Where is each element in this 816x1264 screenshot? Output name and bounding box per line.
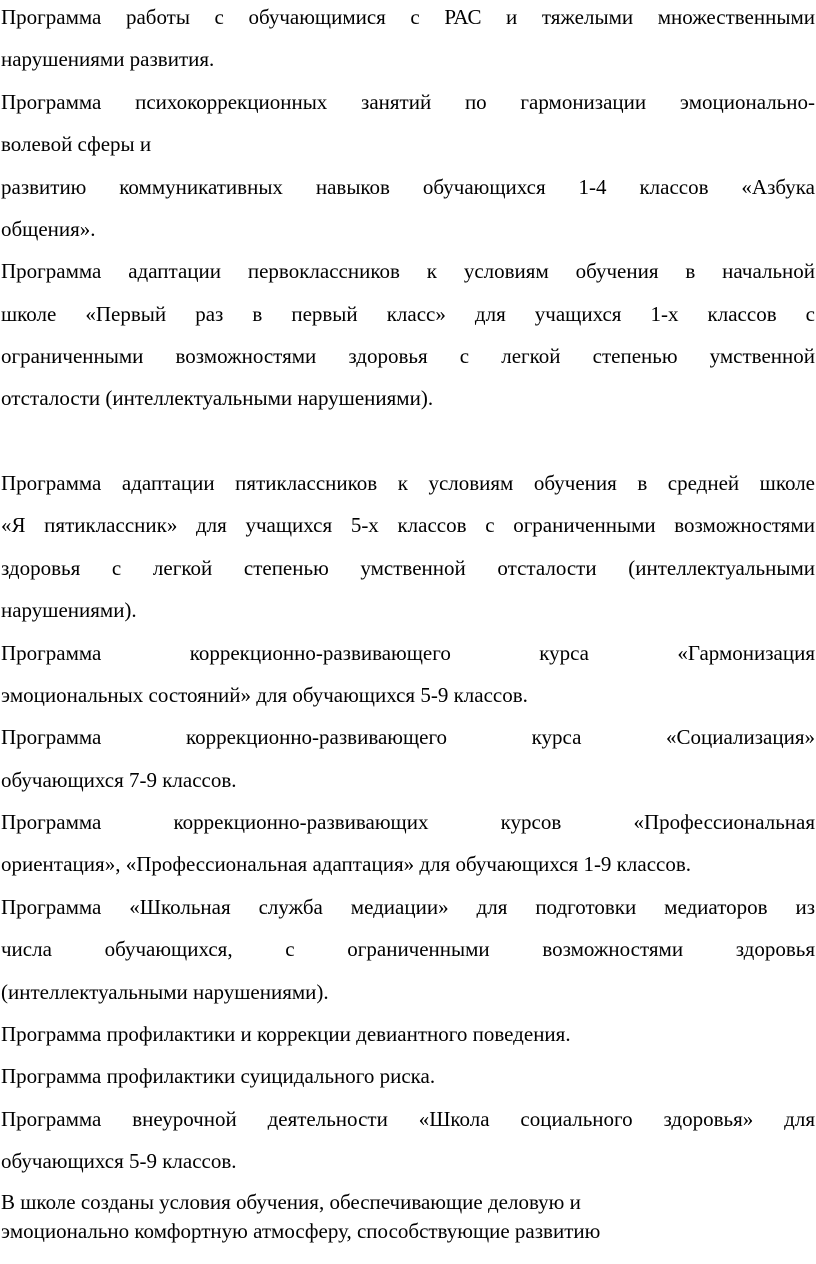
text-line: Программа «Школьная служба медиации» для подготовки медиаторов из	[1, 895, 815, 919]
text-line: Программа коррекционно-развивающего курса «Гармонизация	[1, 641, 815, 665]
text-line: нарушениями развития.	[1, 47, 215, 71]
text-line: Программа профилактики суицидального риска.	[1, 1064, 436, 1088]
text-line: эмоциональных состояний» для обучающихся 5-9 классов.	[1, 683, 528, 707]
text-line: Программа адаптации пятиклассников к условиям обучения в средней школе	[1, 471, 815, 495]
text-line: Программа психокоррекционных занятий по гармонизации эмоционально-	[1, 90, 815, 114]
text-line: здоровья с легкой степенью умственной отсталости (интеллектуальными	[1, 556, 815, 580]
text-line: волевой сферы и	[1, 132, 152, 156]
text-line: (интеллектуальными нарушениями).	[1, 980, 329, 1004]
text-line: Программа работы с обучающимися с РАС и тяжелыми множественными	[1, 5, 815, 29]
text-line: числа обучающихся, с ограниченными возможностями здоровья	[1, 937, 815, 961]
text-line: ориентация», «Профессиональная адаптация» для обучающихся 1-9 классов.	[1, 852, 691, 876]
text-line: Программа коррекционно-развивающего курса «Социализация»	[1, 725, 815, 749]
text-line: нарушениями).	[1, 598, 137, 622]
text-line: школе «Первый раз в первый класс» для учащихся 1-х классов с	[1, 302, 815, 326]
text-line: обучающихся 7-9 классов.	[1, 768, 237, 792]
text-line: Программа адаптации первоклассников к условиям обучения в начальной	[1, 259, 815, 283]
text-line: обучающихся 5-9 классов.	[1, 1149, 237, 1173]
text-line: общения».	[1, 217, 96, 241]
text-line: ограниченными возможностями здоровья с легкой степенью умственной	[1, 344, 815, 368]
text-line: «Я пятиклассник» для учащихся 5-х классов с ограниченными возможностями	[1, 513, 815, 537]
text-line: отсталости (интеллектуальными нарушениями).	[1, 386, 434, 410]
text-line: эмоционально комфортную атмосферу, способствующие развитию	[1, 1219, 601, 1243]
text-line: Программа профилактики и коррекции девиантного поведения.	[1, 1022, 571, 1046]
text-line: В школе созданы условия обучения, обеспечивающие деловую и	[1, 1190, 581, 1214]
text-line: Программа внеурочной деятельности «Школа социального здоровья» для	[1, 1107, 815, 1131]
text-line: Программа коррекционно-развивающих курсов «Профессиональная	[1, 810, 815, 834]
text-line: развитию коммуникативных навыков обучающихся 1-4 классов «Азбука	[1, 175, 815, 199]
